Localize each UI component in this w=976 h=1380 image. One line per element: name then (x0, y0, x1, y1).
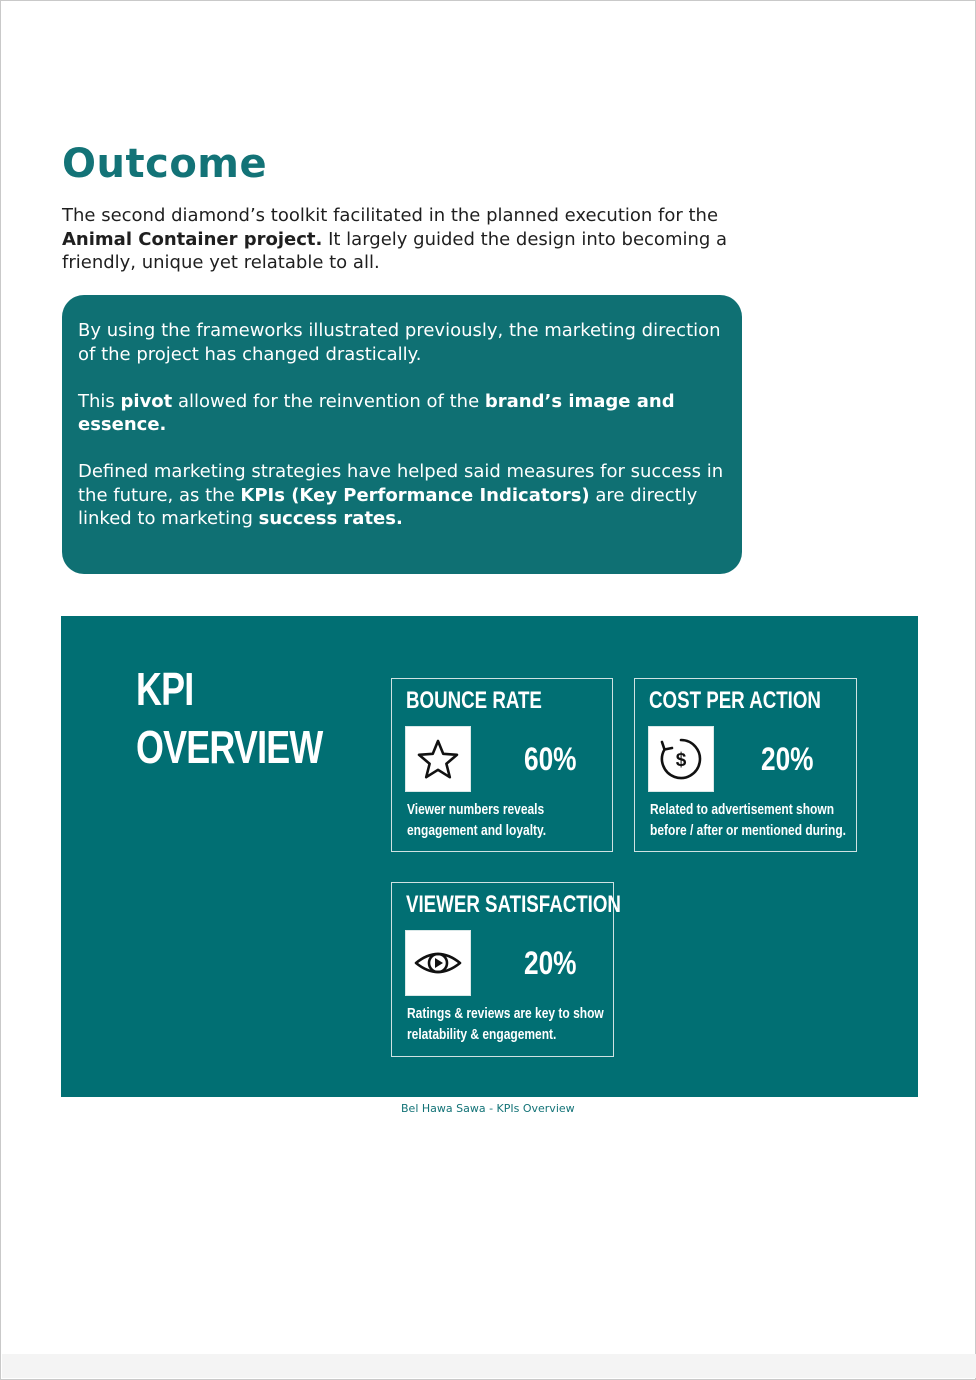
kpi-card-title: VIEWER SATISFACTION (406, 891, 621, 918)
kpi-card-value: 20% (761, 741, 814, 777)
highlight-text: Defined marketing strategies have helped said measures for success in the future, as the (78, 461, 724, 506)
highlight-paragraph-1: By using the frameworks illustrated previously, the marketing direction of the project has changed drastically. (78, 320, 721, 365)
highlight-paragraph-3 (78, 460, 726, 531)
kpi-heading-line2: OVERVIEW (136, 721, 323, 773)
figure-caption: Bel Hawa Sawa - KPIs Overview (401, 1102, 575, 1115)
highlight-text: This (78, 390, 121, 412)
dollar-cycle-icon (648, 726, 714, 792)
highlight-bold: pivot (120, 390, 173, 412)
kpi-card-description-line: Ratings & reviews are key to show (407, 1005, 604, 1022)
highlight-box (62, 295, 742, 574)
highlight-bold: KPIs (Key Performance Indicators) (240, 484, 590, 506)
kpi-card-title: BOUNCE RATE (406, 687, 542, 714)
intro-paragraph (62, 204, 742, 275)
highlight-bold: success rates. (258, 508, 403, 529)
kpi-card-description-line: Related to advertisement shown (650, 801, 835, 818)
kpi-card-description (407, 799, 599, 841)
kpi-card-description-line: before / after or mentioned during. (650, 822, 847, 839)
kpi-card-description-line: relatability & engagement. (407, 1026, 557, 1043)
kpi-card-description-line: engagement and loyalty. (407, 822, 547, 839)
eye-icon (405, 930, 471, 996)
highlight-bold: brand’s image and essence. (78, 390, 675, 435)
kpi-card-viewer-satisfaction (391, 882, 621, 1057)
kpi-card-description-line: Viewer numbers reveals (407, 801, 545, 818)
kpi-card-title: COST PER ACTION (649, 687, 821, 714)
intro-text-end: It largely guided the design into becoming a friendly, unique yet relatable to all. (62, 228, 728, 273)
kpi-card-description (407, 1003, 604, 1045)
page-title: Outcome (62, 141, 268, 187)
kpi-card-bounce-rate (391, 678, 613, 852)
kpi-overview-panel (61, 616, 918, 1097)
intro-project-name: Animal Container project. (62, 228, 323, 250)
kpi-card-cost-per-action (634, 678, 857, 852)
kpi-card-value: 20% (524, 945, 577, 981)
kpi-card-description (650, 799, 847, 841)
page-footer-strip (2, 1354, 976, 1378)
intro-text: The second diamond’s toolkit facilitated in the planned execution for the (62, 205, 719, 226)
kpi-card-value: 60% (524, 741, 577, 777)
kpi-heading-line1: KPI (136, 663, 194, 715)
star-icon (405, 726, 471, 792)
highlight-text: allowed for the reinvention of the (172, 390, 485, 412)
highlight-paragraph-2 (78, 390, 726, 437)
highlight-text: are directly linked to marketing (78, 484, 698, 529)
svg-text:$: $ (675, 750, 687, 771)
kpi-heading (136, 660, 322, 776)
